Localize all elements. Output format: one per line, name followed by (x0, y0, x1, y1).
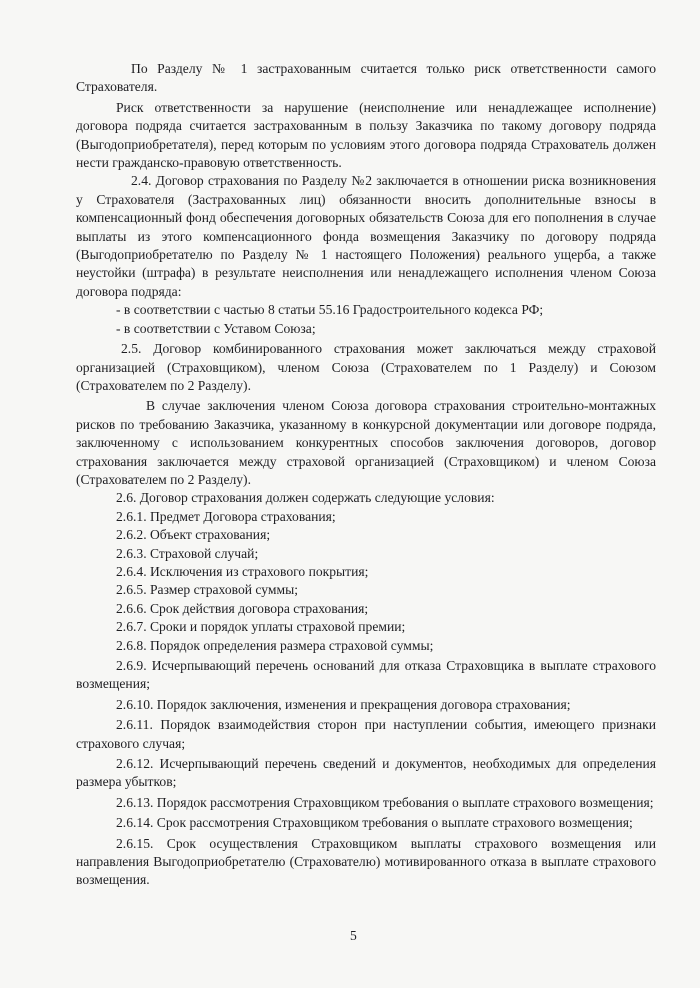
list-item-2-6-10: 2.6.10. Порядок заключения, изменения и прекращения договора страхования; (116, 696, 571, 712)
list-item-2-6-15: 2.6.15. Срок осуществления Страховщиком выплаты страхового возмещения или направления Выгодоприобретателю (Страхователю) мотивированного отказа в выплате страхового возмещения. (76, 835, 656, 888)
list-item-charter: - в соответствии с Уставом Союза; (116, 320, 316, 336)
paragraph-construction-risks: В случае заключения членом Союза договора страхования строительно-монтажных рисков по требованию Заказчика, указанному в конкурсной документации или договоре подряда, заключенному с использованием конкурентных способов заключения договоров, договор страхования заключается между страховой организацией (Страховщиком) и членом Союза (Страхователем по 2 Разделу). (76, 398, 656, 487)
list-item-2-6-5: 2.6.5. Размер страховой суммы; (116, 582, 299, 598)
paragraph-2-6: 2.6. Договор страхования должен содержать следующие условия: (116, 490, 495, 506)
paragraph-2-5: 2.5. Договор комбинированного страхования может заключаться между страховой организацией (Страховщиком), членом Союза (Страхователем по 1 Разделу) и Союзом (Страхователем по 2 Разделу). (76, 341, 656, 393)
paragraph-2-4: 2.4. Договор страхования по Разделу №2 заключается в отношении риска возникновения у Страхователя (Застрахованных лиц) обязанности вносить дополнительные взносы в компенсационный фонд обеспечения договорных обязательств Союза для его пополнения в случае выплаты из этого компенсационного фонда возмещения Заказчику по договору подряда (Выгодоприобретателю по Разделу № 1 настоящего Положения) реального ущерба, а также неустойки (штрафа) в результате неисполнения или ненадлежащего исполнения членом Союза договора подряда: (76, 173, 656, 299)
page-number: 5 (350, 928, 357, 943)
list-item-2-6-12: 2.6.12. Исчерпывающий перечень сведений и документов, необходимых для определения размера убытков; (76, 756, 656, 790)
list-item-2-6-4: 2.6.4. Исключения из страхового покрытия; (116, 563, 369, 579)
list-item-2-6-13: 2.6.13. Порядок рассмотрения Страховщиком требования о выплате страхового возмещения; (116, 794, 654, 810)
list-item-2-6-6: 2.6.6. Срок действия договора страхования; (116, 600, 369, 616)
list-item-2-6-1: 2.6.1. Предмет Договора страхования; (116, 508, 336, 524)
list-item-2-6-14: 2.6.14. Срок рассмотрения Страховщиком требования о выплате страхового возмещения; (116, 815, 633, 831)
list-item-2-6-8: 2.6.8. Порядок определения размера страховой суммы; (116, 637, 434, 653)
list-item-2-6-9: 2.6.9. Исчерпывающий перечень оснований для отказа Страховщика в выплате страхового возмещения; (76, 658, 656, 692)
list-item-2-6-3: 2.6.3. Страховой случай; (116, 545, 259, 561)
list-item-2-6-11: 2.6.11. Порядок взаимодействия сторон при наступлении события, имеющего признаки страхового случая; (76, 717, 656, 751)
document-body (76, 60, 656, 890)
list-item-2-6-7: 2.6.7. Сроки и порядок уплаты страховой премии; (116, 619, 406, 635)
list-item-gradcode: - в соответствии с частью 8 статьи 55.16 Градостроительного кодекса РФ; (116, 302, 544, 318)
paragraph-liability-risk: Риск ответственности за нарушение (неисполнение или ненадлежащее исполнение) договора подряда считается застрахованным в пользу Заказчика по такому договору подряда (Выгодоприобретателя), перед которым по условиям этого договора подряда Страхователь должен нести гражданско-правовую ответственность. (76, 99, 656, 171)
paragraph-section1-risk: По Разделу № 1 застрахованным считается только риск ответственности самого Страхователя. (76, 61, 656, 95)
list-item-2-6-2: 2.6.2. Объект страхования; (116, 527, 271, 543)
